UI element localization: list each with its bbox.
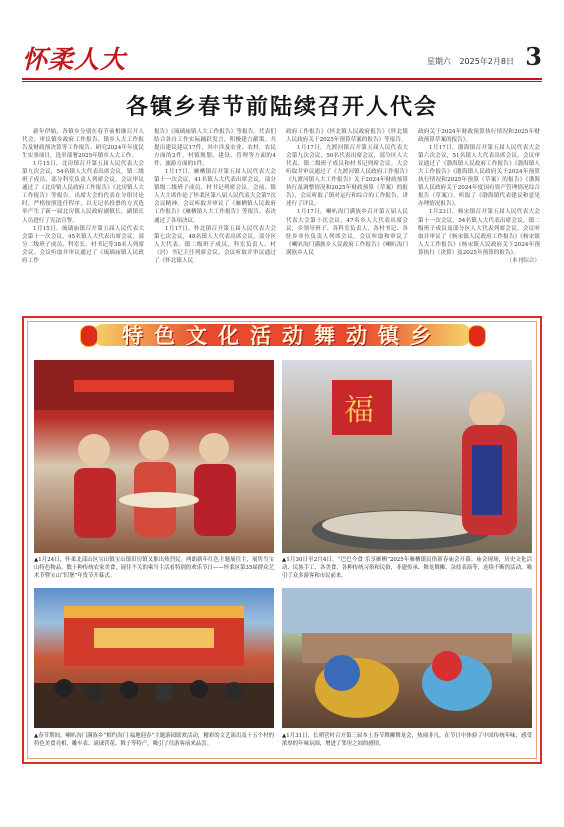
issue-date (421, 56, 514, 67)
paragraph: 1月17日，渤海镇召开第五届人民代表大会第六次会议，51名镇人大代表出席会议。会议审议通过了《渤海镇人民政府工作报告》《渤海镇人大工作报告》《渤海镇人民政府关于2024年预算执行情况和2025年预算（草案）的报告》《渤海镇人民政府关于2024年度国有资产管理情况综合报告（草案）》，听取了《渤海镇代表建议和意见办理情况报告》。 (418, 145, 540, 208)
photo-cooking-at-temple-fair (282, 360, 532, 553)
paragraph: 1月17日，九渡河镇召开第五届人民代表大会第九次会议，50名代表出席会议，部分区人大代表、镇二级班子成员和村书记列席会议。大会听取并审议通过了《九渡河镇人民政府工作报告》《九渡河镇人大工作报告》关于2024年财政预算执行及调整情况和2025年财政预算（草案）的报告》，会议听取了镇对运行和综合的工作报告，讲述行了评议。 (286, 145, 408, 208)
newspaper-logo: 怀柔人大 (22, 45, 127, 74)
photo-feature-box (22, 316, 542, 764)
paragraph: 政府工作报告》《怀北镇人民政府报告》《怀北镇人民政府关于2025年预算草案的报告》等报告。 (286, 129, 408, 144)
article-body (22, 128, 542, 306)
paragraph: 新年伊始，各镇乡分别在春节前相继召开人代会，审议镇乡政府工作报告、镇乡人大工作报告及财政预决算等工作报告，研究2024年年度民生实事项目，选举部署2025年镇乡人大工作。 (22, 129, 144, 160)
paragraph: 报告》《琉璃庙镇人大工作报告》等报告。代表们结合各自工作实际踊跃发言，积极建言献策。共提出建议建议17件，其中涉及农业、农村、农民方面的2件，村镇规划、建设、管理等方面的4件、旅游方面的1件。 (154, 129, 276, 168)
photo-caption-3: ▲春节期间，喇叭沟门满族乡“相约沟门 福地迎春”主题游园联欢活动，精彩的文艺演出及十五个村的特色美食亮相，雕车表、滚球营花、舞子等特产，吸引了往游客前来品尝。 (34, 733, 274, 747)
paragraph: 1月15日，北房镇召开第五届人民代表大会第九次会议，54名镇人大代表出席会议。镇二级班子成员、部分科室负责人列席会议。会议审议通过了《北房镇人民政府工作报告》《北房镇人大工作报告》等报告。出席大会的代表在分组讨论时，严格按照选任程序，以无记名投票的方式选举产生了新一届北房镇人民政府副镇长、副镇长人员进行了宪法宣誓。 (22, 161, 144, 224)
page-number: 3 (525, 42, 542, 71)
article-column-3 (286, 128, 408, 257)
masthead (22, 38, 542, 76)
feature-banner (92, 316, 472, 356)
photo-caption-4: ▲1月31日，长哨营村召开第三届本土春节舞狮舞龙会，热闹非凡。在节日中体验了中国传统年味，感受浓厚的年味氛围，增进了邻里之间的感情。 (282, 733, 532, 747)
article-column-2 (154, 128, 276, 265)
photo-caption-2: ▲1月30日至2月4日，“巴巴今食 乐享雁栖”2025年雁栖镇民俗新春庙会开幕。庙会现场，历史文化活动、民族手工、各美食，各种传统习俗和民俗，非遗传承、舞龙舞狮、杂技表演等，连续不断的活动，吸引了众多游客和市民前来。 (282, 557, 532, 579)
svg-text:福: 福 (344, 393, 374, 428)
article-headline: 各镇乡春节前陆续召开人代会 (125, 95, 438, 120)
byline: （本刊综合） (506, 257, 540, 264)
photo-illustration (282, 360, 532, 553)
article-column-4 (418, 128, 540, 265)
paragraph: 1月17日，雁栖镇召开第五届人民代表大会第十一次会议，41名镇人大代表出席会议，部分镇级二级班子成员、村书记列席会议。会前，镇人大主席作论了怀柔区第八届人民代表大会第7次会议精神。会议听取并审议了《雁栖镇人民政府工作报告》《雁栖镇人大工作报告》等报告，表决通过了各项决议。 (154, 169, 276, 224)
paragraph: 政府关于2024年财政预算执行情况和2025年财政预算草案的报告》。 (418, 129, 540, 144)
photo-caption-1: ▲1月24日，怀柔北部山区宝山镇宝山镇旧房镇又推出热烈民。两朗新年红色主题展往主，展售当宝山特色物品，数十种传统农家美食，展往不关的乘当主活看特别的欢乐节日——怀柔区第35届群众艺术节暨宝山“旧堡”年货节开幕式。 (34, 557, 274, 579)
paragraph: 1月23日，杨宋镇召开第五届人民代表大会第十一次会议，54名镇人大代表出席会议。镇二级班子成员及部分区人大代表列席会议。会议听取并审议了《杨宋镇人民政府工作报告》《杨宋镇人大工作报告》《杨宋镇人民政府关于2024年预算执行（决算）及2025年预算的报告》。 (418, 209, 540, 256)
weekday: 星期六 (426, 57, 451, 66)
photo-illustration (282, 588, 532, 728)
photo-villagers-with-dumplings (34, 360, 274, 553)
masthead-rule-thin (22, 81, 542, 82)
feature-title: 特色文化活动舞动镇乡 (122, 324, 442, 348)
article-column-1 (22, 128, 144, 265)
photo-lion-dance (282, 588, 532, 728)
masthead-rule (22, 78, 542, 80)
paragraph: 1月17日，怀北镇召开第五届人民代表大会第七次会议，48名镇人大代表出席会议，部分区人大代表、镇二级班子成员、科室负责人、村（居）书记主任列席会议。会议听取并审议通过了《怀北镇人民 (154, 225, 276, 264)
photo-illustration (34, 588, 274, 728)
photo-stage-performance (34, 588, 274, 728)
paragraph: 1月17日，喇叭沟门满族乡召开第五届人民代表大会第十次会议，47名乡人大代表出席会议，乡领导班子、各科室负责人、各村书记、各驻乡单位负责人列席会议。会议听取和审议了《喇叭沟门满族乡人民政府工作报告》《喇叭沟门满族乡人民 (286, 209, 408, 256)
paragraph: 1月15日，琉璃庙镇召开第五届人民代表大会第十一次会议，45名镇人大代表出席会议，部分二级班子成员、科室长、村书记等38名人列席会议。会议听取并审议通过了《琉璃庙镇人民政府工作 (22, 225, 144, 264)
date: 2025年2月8日 (459, 57, 514, 66)
photo-illustration (34, 360, 274, 553)
